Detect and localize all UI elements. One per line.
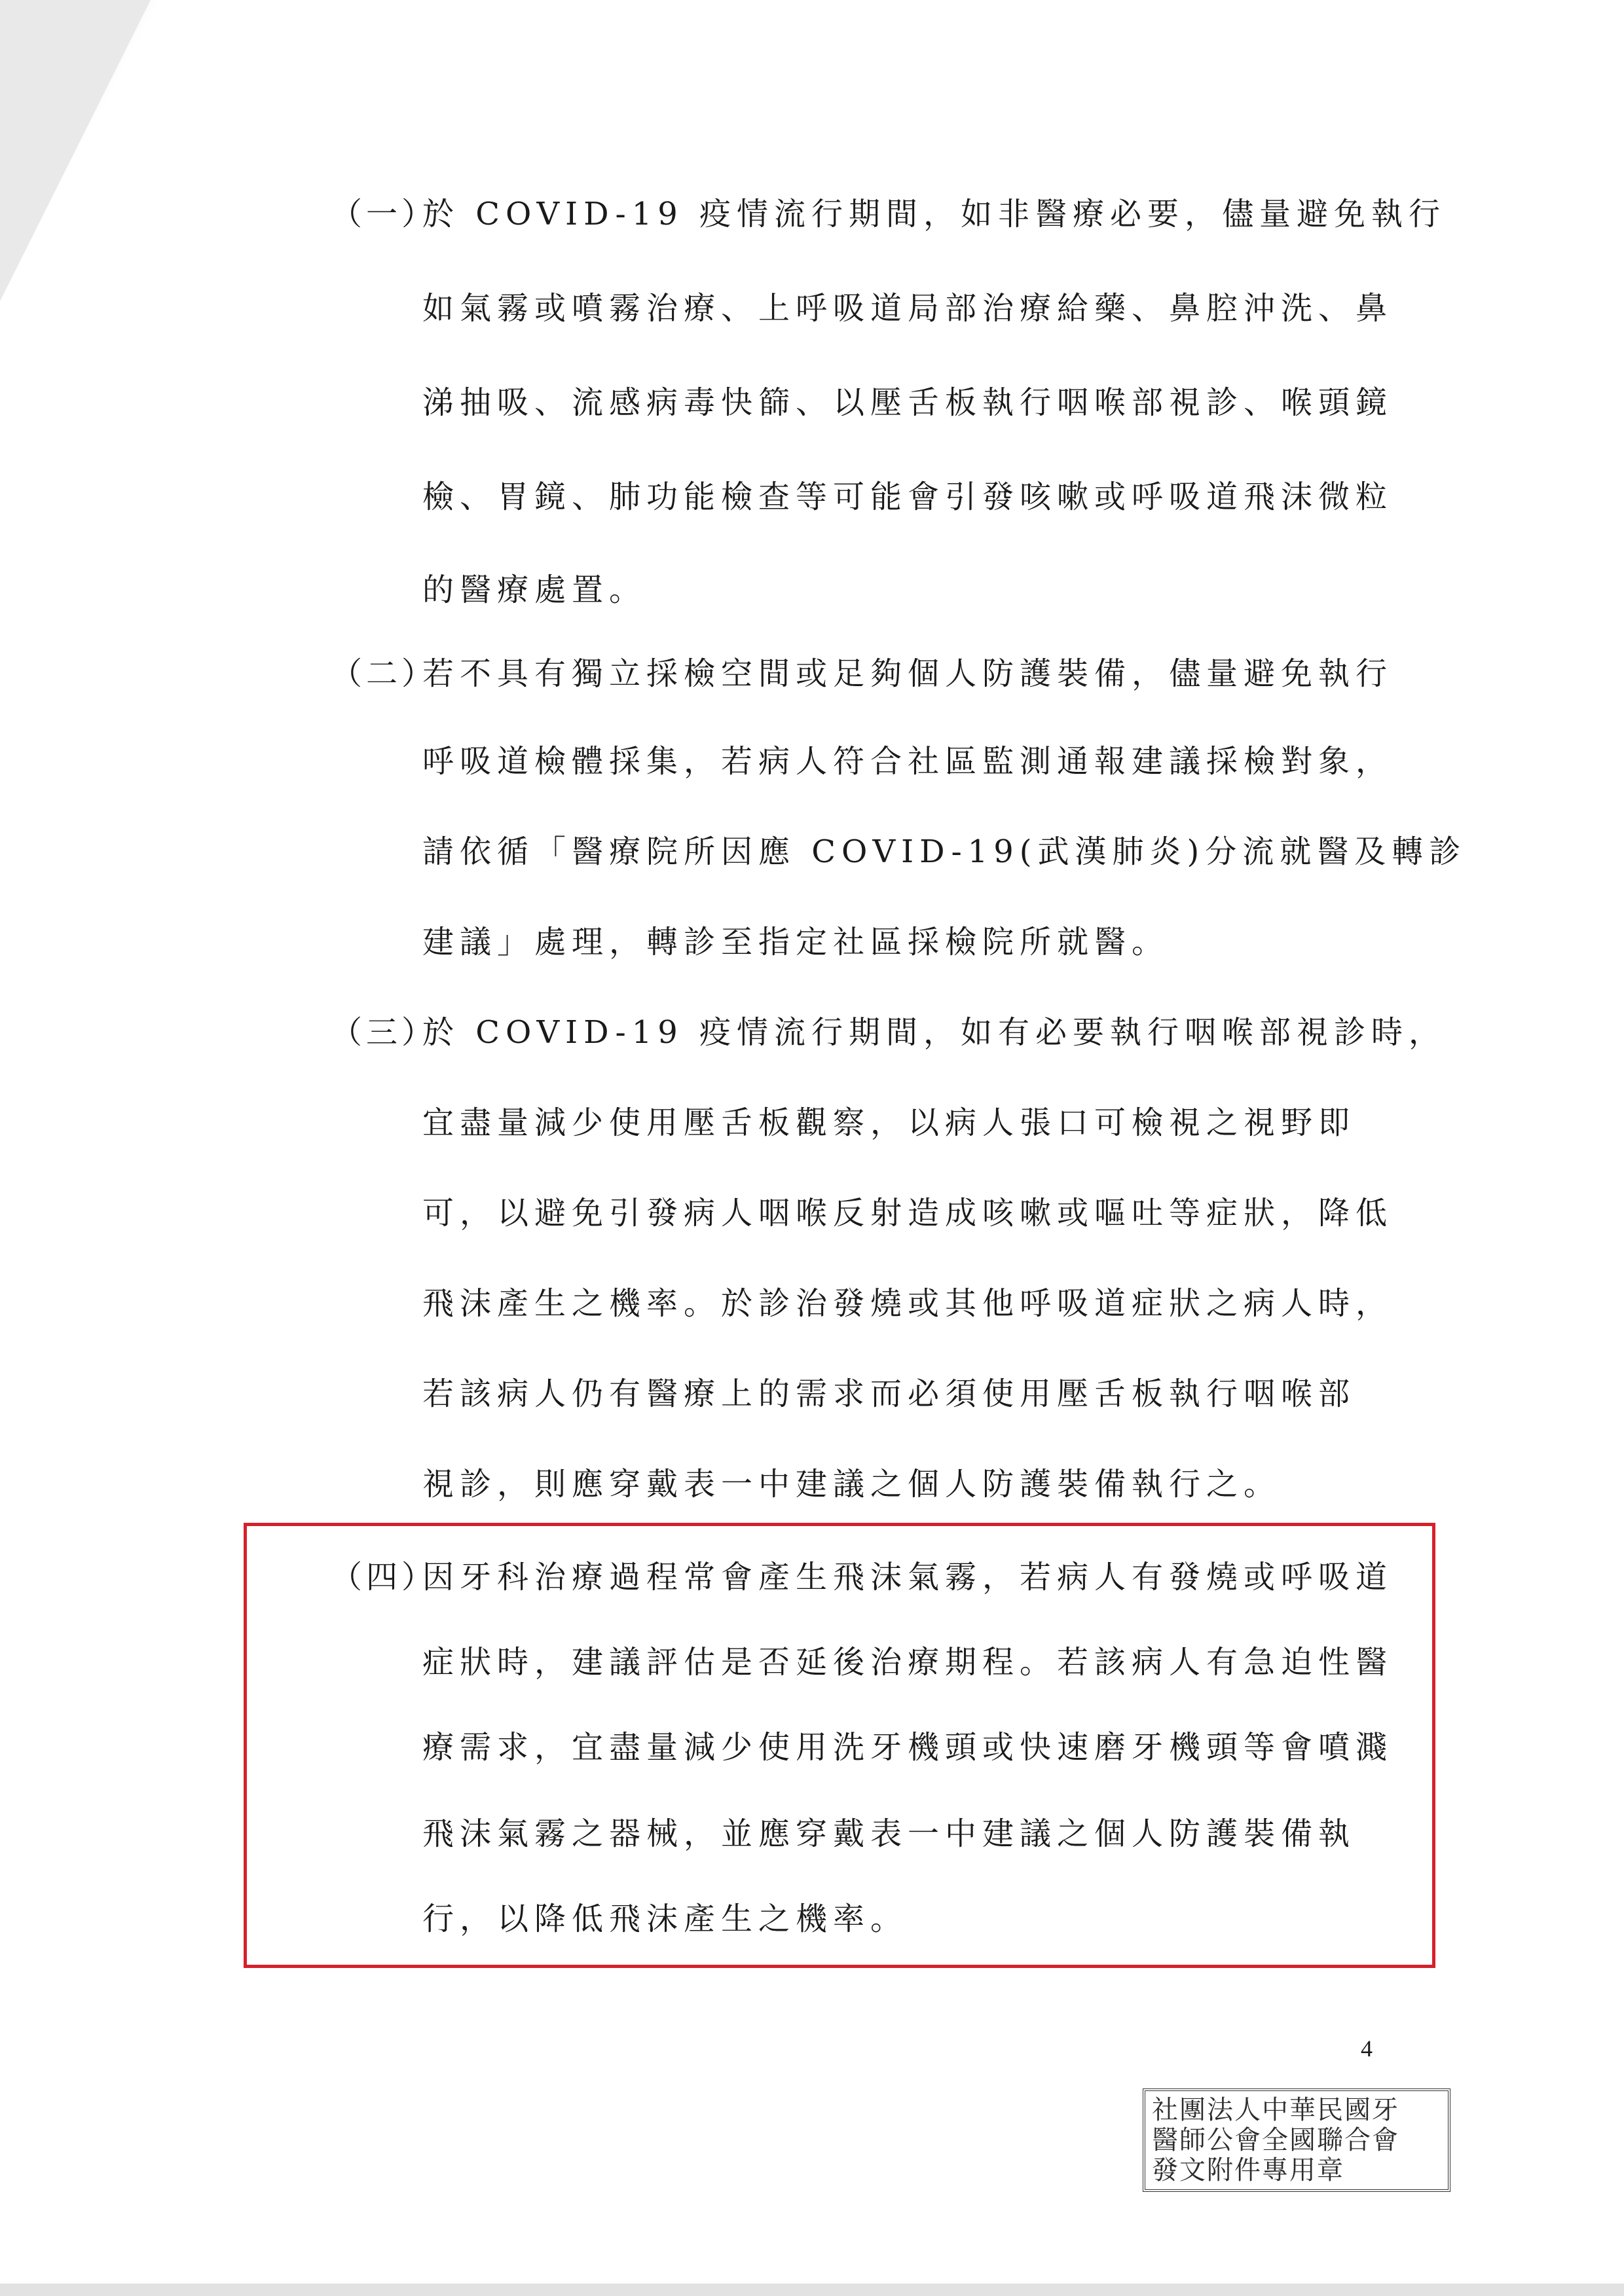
item-3-line-1: 於 COVID-19 疫情流行期間，如有必要執行咽喉部視診時，	[422, 1014, 1447, 1051]
item-3-line-2: 宜盡量減少使用壓舌板觀察，以病人張口可檢視之視野即	[422, 1104, 1356, 1141]
item-1-line-1: 於 COVID-19 疫情流行期間，如非醫療必要，儘量避免執行	[422, 196, 1447, 232]
item-2-line-1: 若不具有獨立採檢空間或足夠個人防護裝備，儘量避免執行	[422, 655, 1393, 692]
item-2-line-2: 呼吸道檢體採集，若病人符合社區監測通報建議採檢對象，	[422, 743, 1393, 780]
item-2-line-3: 請依循「醫療院所因應 COVID-19(武漢肺炎)分流就醫及轉診	[422, 833, 1467, 870]
stamp-row-1: 社團法人中華民國牙	[1152, 2095, 1399, 2125]
official-stamp	[1143, 2088, 1450, 2192]
folded-corner	[0, 0, 151, 301]
item-3-line-4: 飛沫產生之機率。於診治發燒或其他呼吸道症狀之病人時，	[422, 1285, 1393, 1322]
item-label-4: （四）	[331, 1559, 437, 1595]
item-1-line-3: 涕抽吸、流感病毒快篩、以壓舌板執行咽喉部視診、喉頭鏡	[422, 384, 1393, 421]
item-3-line-5: 若該病人仍有醫療上的需求而必須使用壓舌板執行咽喉部	[422, 1376, 1356, 1412]
item-1-line-2: 如氣霧或噴霧治療、上呼吸道局部治療給藥、鼻腔沖洗、鼻	[422, 290, 1393, 327]
item-4-line-1: 因牙科治療過程常會產生飛沫氣霧，若病人有發燒或呼吸道	[422, 1559, 1393, 1595]
scan-bottom-edge	[0, 2284, 1624, 2296]
page-number: 4	[1361, 2035, 1373, 2062]
item-4-line-5: 行，以降低飛沫產生之機率。	[422, 1901, 908, 1937]
item-4-line-3: 療需求，宜盡量減少使用洗牙機頭或快速磨牙機頭等會噴濺	[422, 1729, 1393, 1766]
item-2-line-4: 建議」處理，轉診至指定社區採檢院所就醫。	[422, 924, 1170, 960]
item-label-3: （三）	[331, 1014, 437, 1051]
stamp-row-2: 醫師公會全國聯合會	[1152, 2125, 1399, 2155]
item-label-2: （二）	[331, 655, 437, 692]
item-label-1: （一）	[331, 196, 437, 232]
stamp-row-3: 發文附件專用章	[1152, 2155, 1344, 2185]
item-1-line-4: 檢、胃鏡、肺功能檢查等可能會引發咳嗽或呼吸道飛沫微粒	[422, 479, 1393, 515]
item-1-line-5: 的醫療處置。	[422, 572, 647, 608]
item-4-line-2: 症狀時，建議評估是否延後治療期程。若該病人有急迫性醫	[422, 1644, 1393, 1681]
item-3-line-6: 視診，則應穿戴表一中建議之個人防護裝備執行之。	[422, 1466, 1282, 1503]
item-4-line-4: 飛沫氣霧之器械，並應穿戴表一中建議之個人防護裝備執	[422, 1815, 1356, 1852]
item-3-line-3: 可，以避免引發病人咽喉反射造成咳嗽或嘔吐等症狀，降低	[422, 1195, 1393, 1231]
